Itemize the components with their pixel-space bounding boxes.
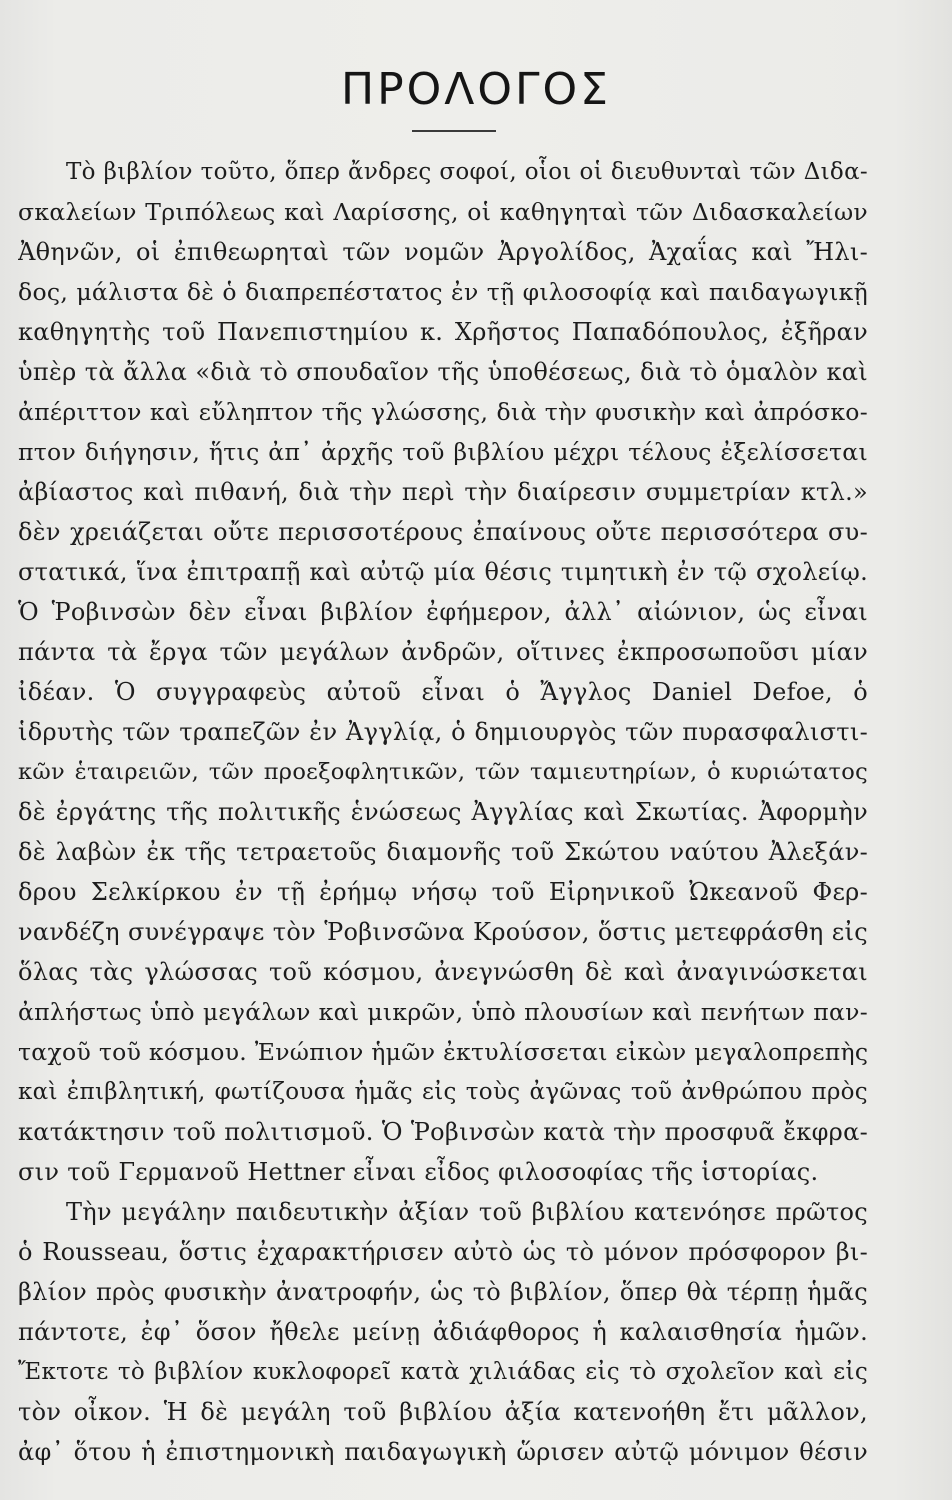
text-line: Τὸ βιβλίον τοῦτο, ὅπερ ἄνδρες σοφοί, οἷοι οἱ διευθυνταὶ τῶν Διδα- [66,159,868,185]
text-line: νανδέζη συνέγραψε τὸν Ῥοβινσῶνα Κρούσον, ὅστις μετεφράσθη εἰς [18,918,868,946]
text-line: ἀπλήστως ὑπὸ μεγάλων καὶ μικρῶν, ὑπὸ πλουσίων καὶ πενήτων παν- [18,998,868,1026]
text-line: ὁ Rousseau, ὅστις ἐχαρακτήρισεν αὐτὸ ὡς τὸ μόνον πρόσφορον βι- [18,1238,868,1266]
text-line: δὲν χρειάζεται οὔτε περισσοτέρους ἐπαίνους οὔτε περισσότερα συ- [18,518,868,546]
text-line: Τὴν μεγάλην παιδευτικὴν ἀξίαν τοῦ βιβλίου κατενόησε πρῶτος [66,1198,868,1226]
text-line: πάντα τὰ ἔργα τῶν μεγάλων ἀνδρῶν, οἵτινες ἐκπροσωποῦσι μίαν [18,638,868,666]
text-line: Ἀθηνῶν, οἱ ἐπιθεωρηταὶ τῶν νομῶν Ἀργολίδος, Ἀχαΐας καὶ Ἤλι- [18,238,868,266]
title-rule [412,130,496,132]
text-line: βλίον πρὸς φυσικὴν ἀνατροφήν, ὡς τὸ βιβλίον, ὅπερ θὰ τέρπῃ ἡμᾶς [18,1278,868,1306]
text-line: πτον διήγησιν, ἥτις ἀπ᾽ ἀρχῆς τοῦ βιβλίου μέχρι τέλους ἐξελίσσεται [18,438,868,466]
text-line: δὲ λαβὼν ἐκ τῆς τετραετοῦς διαμονῆς τοῦ Σκώτου ναύτου Ἀλεξάν- [18,838,868,866]
text-line: σκαλείων Τριπόλεως καὶ Λαρίσσης, οἱ καθηγηταὶ τῶν Διδασκαλείων [18,198,868,226]
text-line: ἀπέριττον καὶ εὔληπτον τῆς γλώσσης, διὰ τὴν φυσικὴν καὶ ἀπρόσκο- [18,398,868,426]
text-line: Ὁ Ῥοβινσὼν δὲν εἶναι βιβλίον ἐφήμερον, ἀλλ᾽ αἰώνιον, ὡς εἶναι [18,598,868,626]
text-line: κῶν ἑταιρειῶν, τῶν προεξοφλητικῶν, τῶν ταμιευτηρίων, ὁ κυριώτατος [18,759,868,785]
text-line: ἱδρυτὴς τῶν τραπεζῶν ἐν Ἀγγλίᾳ, ὁ δημιουργὸς τῶν πυρασφαλιστι- [18,718,868,746]
text-line: καθηγητὴς τοῦ Πανεπιστημίου κ. Χρῆστος Παπαδόπουλος, ἐξῆραν [18,318,868,346]
text-line: ἀφ᾽ ὅτου ἡ ἐπιστημονικὴ παιδαγωγικὴ ὥρισεν αὐτῷ μόνιμον θέσιν [18,1438,868,1466]
text-line: δρου Σελκίρκου ἐν τῇ ἐρήμῳ νήσῳ τοῦ Εἰρηνικοῦ Ὠκεανοῦ Φερ- [18,878,868,906]
text-line: ταχοῦ τοῦ κόσμου. Ἐνώπιον ἡμῶν ἐκτυλίσσεται εἰκὼν μεγαλοπρεπὴς [18,1038,868,1066]
prologue-text [18,152,868,1472]
text-line: καὶ ἐπιβλητική, φωτίζουσα ἡμᾶς εἰς τοὺς ἀγῶνας τοῦ ἀνθρώπου πρὸς [18,1079,868,1105]
text-line: κατάκτησιν τοῦ πολιτισμοῦ. Ὁ Ῥοβινσὼν κατὰ τὴν προσφυᾶ ἔκφρα- [18,1118,868,1146]
text-line: Ἔκτοτε τὸ βιβλίον κυκλοφορεῖ κατὰ χιλιάδας εἰς τὸ σχολεῖον καὶ εἰς [18,1359,868,1385]
text-line: ἀβίαστος καὶ πιθανή, διὰ τὴν περὶ τὴν διαίρεσιν συμμετρίαν κτλ.» [18,478,868,506]
text-line: στατικά, ἵνα ἐπιτραπῇ καὶ αὐτῷ μία θέσις τιμητικὴ ἐν τῷ σχολείῳ. [18,558,868,586]
text-line: τὸν οἶκον. Ἡ δὲ μεγάλη τοῦ βιβλίου ἀξία κατενοήθη ἔτι μᾶλλον, [18,1398,868,1426]
page-title: ΠΡΟΛΟΓΟΣ [341,64,611,115]
text-line: ὑπὲρ τὰ ἄλλα «διὰ τὸ σπουδαῖον τῆς ὑποθέσεως, διὰ τὸ ὁμαλὸν καὶ [18,358,868,386]
text-line: ὅλας τὰς γλώσσας τοῦ κόσμου, ἀνεγνώσθη δὲ καὶ ἀναγινώσκεται [18,958,868,986]
text-line: δὲ ἐργάτης τῆς πολιτικῆς ἑνώσεως Ἀγγλίας καὶ Σκωτίας. Ἀφορμὴν [18,798,868,826]
text-line: πάντοτε, ἐφ᾽ ὅσον ἤθελε μείνῃ ἀδιάφθορος ἡ καλαισθησία ἡμῶν. [18,1318,868,1346]
text-line: σιν τοῦ Γερμανοῦ Hettner εἶναι εἶδος φιλοσοφίας τῆς ἱστορίας. [18,1158,819,1186]
text-line: ἰδέαν. Ὁ συγγραφεὺς αὐτοῦ εἶναι ὁ Ἄγγλος Daniel Defoe, ὁ [18,678,868,706]
text-line: δος, μάλιστα δὲ ὁ διαπρεπέστατος ἐν τῇ φιλοσοφίᾳ καὶ παιδαγωγικῇ [18,278,868,306]
